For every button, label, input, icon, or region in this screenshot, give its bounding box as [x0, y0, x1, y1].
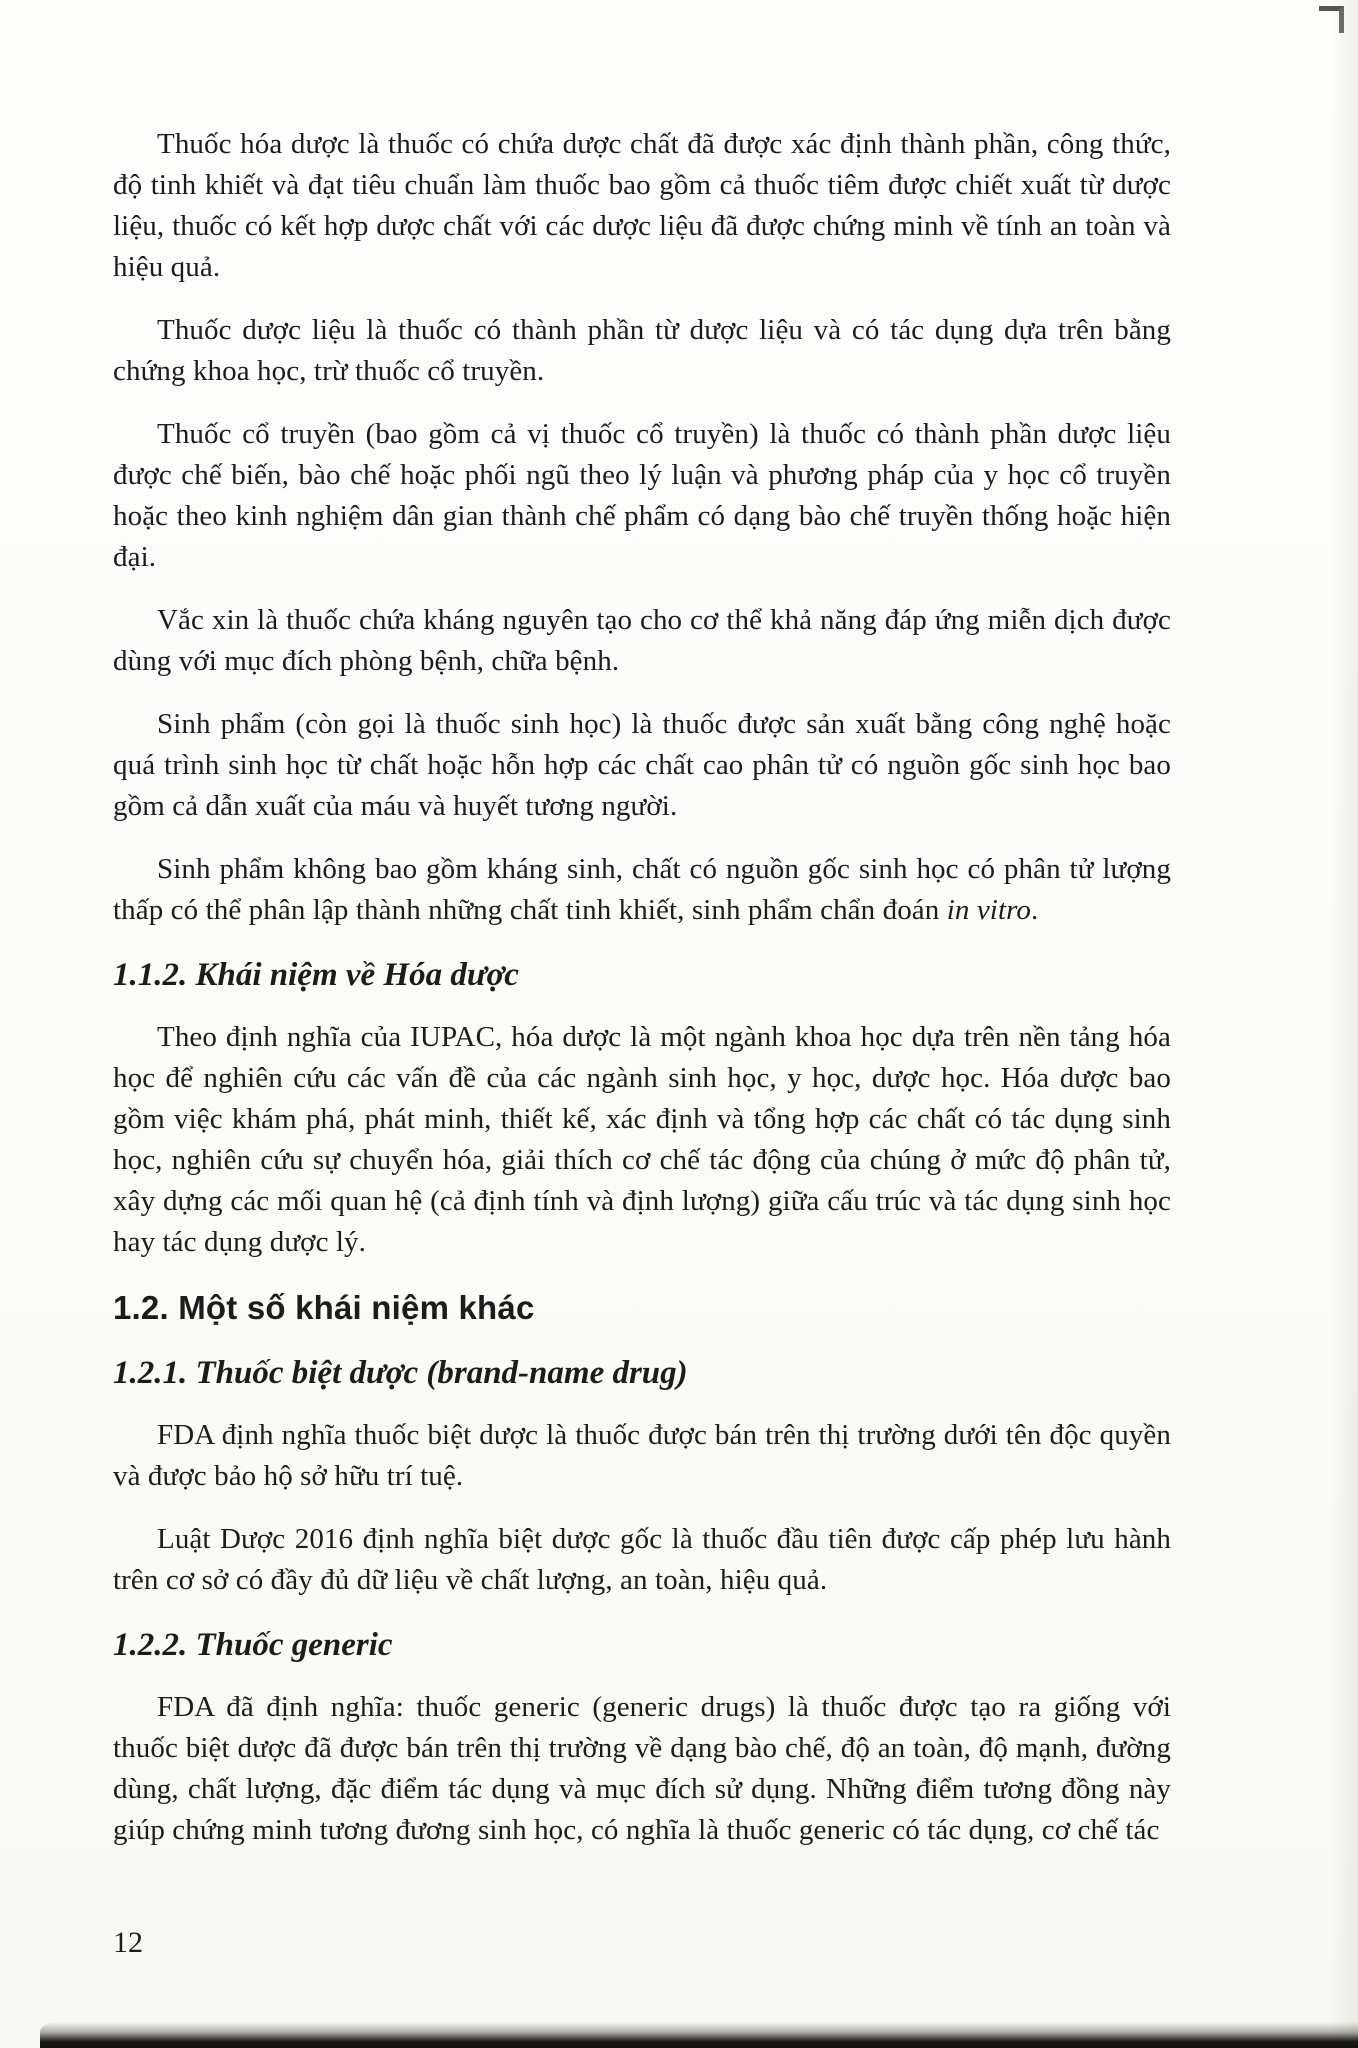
- section-heading-1-2-1: 1.2.1. Thuốc biệt dược (brand-name drug): [113, 1355, 688, 1391]
- paragraph-thuoc-duoc-lieu: Thuốc dược liệu là thuốc có thành phần từ dược liệu và có tác dụng dựa trên bằng chứng khoa học, trừ thuốc cổ truyền.: [113, 314, 1171, 387]
- section-heading-1-2-2: 1.2.2. Thuốc generic: [113, 1627, 393, 1663]
- scan-corner-mark: [1319, 6, 1344, 33]
- paragraph-thuoc-co-truyen: Thuốc cổ truyền (bao gồm cả vị thuốc cổ truyền) là thuốc có thành phần dược liệu được chế biến, bào chế hoặc phối ngũ theo lý luận và phương pháp của y học cổ truyền hoặc theo kinh nghiệm dân gian thành chế phẩm có dạng bào chế truyền thống hoặc hiện đại.: [113, 418, 1171, 573]
- paragraph-luat-duoc-2016: Luật Dược 2016 định nghĩa biệt dược gốc là thuốc đầu tiên được cấp phép lưu hành trên cơ sở có đầy đủ dữ liệu về chất lượng, an toàn, hiệu quả.: [113, 1523, 1171, 1596]
- paragraph-vac-xin: Vắc xin là thuốc chứa kháng nguyên tạo cho cơ thể khả năng đáp ứng miễn dịch được dùng với mục đích phòng bệnh, chữa bệnh.: [113, 604, 1171, 677]
- paragraph-text-end: .: [1031, 894, 1039, 926]
- page-number: 12: [113, 1926, 143, 1959]
- paragraph-sinh-pham: Sinh phẩm (còn gọi là thuốc sinh học) là thuốc được sản xuất bằng công nghệ hoặc quá trình sinh học từ chất hoặc hỗn hợp các chất cao phân tử có nguồn gốc sinh học bao gồm cả dẫn xuất của máu và huyết tương người.: [113, 708, 1171, 822]
- paragraph-sinh-pham-khong-bao-gom: [113, 849, 1171, 931]
- scan-bottom-edge: [40, 2022, 1358, 2048]
- page-text-block: [113, 124, 1171, 1873]
- italic-term-in-vitro: in vitro: [946, 894, 1032, 926]
- section-heading-1-1-2: 1.1.2. Khái niệm về Hóa dược: [113, 957, 519, 993]
- scan-right-edge-shadow: [1330, 0, 1358, 2048]
- paragraph-iupac-dinh-nghia: Theo định nghĩa của IUPAC, hóa dược là một ngành khoa học dựa trên nền tảng hóa học để nghiên cứu các vấn đề của các ngành sinh học, y học, dược học. Hóa dược bao gồm việc khám phá, phát minh, thiết kế, xác định và tổng hợp các chất có tác dụng sinh học, nghiên cứu sự chuyển hóa, giải thích cơ chế tác động của chúng ở mức độ phân tử, xây dựng các mối quan hệ (cả định tính và định lượng) giữa cấu trúc và tác dụng sinh học hay tác dụng dược lý.: [113, 1021, 1171, 1258]
- paragraph-fda-generic: FDA đã định nghĩa: thuốc generic (generic drugs) là thuốc được tạo ra giống với thuốc biệt dược đã được bán trên thị trường về dạng bào chế, độ an toàn, độ mạnh, đường dùng, chất lượng, đặc điểm tác dụng và mục đích sử dụng. Những điểm tương đồng này giúp chứng minh tương đương sinh học, có nghĩa là thuốc generic có tác dụng, cơ chế tác: [113, 1691, 1171, 1846]
- paragraph-fda-biet-duoc: FDA định nghĩa thuốc biệt dược là thuốc được bán trên thị trường dưới tên độc quyền và được bảo hộ sở hữu trí tuệ.: [113, 1419, 1171, 1492]
- paragraph-thuoc-hoa-duoc: Thuốc hóa dược là thuốc có chứa dược chất đã được xác định thành phần, công thức, độ tinh khiết và đạt tiêu chuẩn làm thuốc bao gồm cả thuốc tiêm được chiết xuất từ dược liệu, thuốc có kết hợp dược chất với các dược liệu đã được chứng minh về tính an toàn và hiệu quả.: [113, 128, 1171, 283]
- section-heading-1-2: 1.2. Một số khái niệm khác: [113, 1289, 535, 1326]
- paragraph-text: Sinh phẩm không bao gồm kháng sinh, chất có nguồn gốc sinh học có phân tử lượng thấp có thể phân lập thành những chất tinh khiết, sinh phẩm chẩn đoán: [113, 853, 1171, 926]
